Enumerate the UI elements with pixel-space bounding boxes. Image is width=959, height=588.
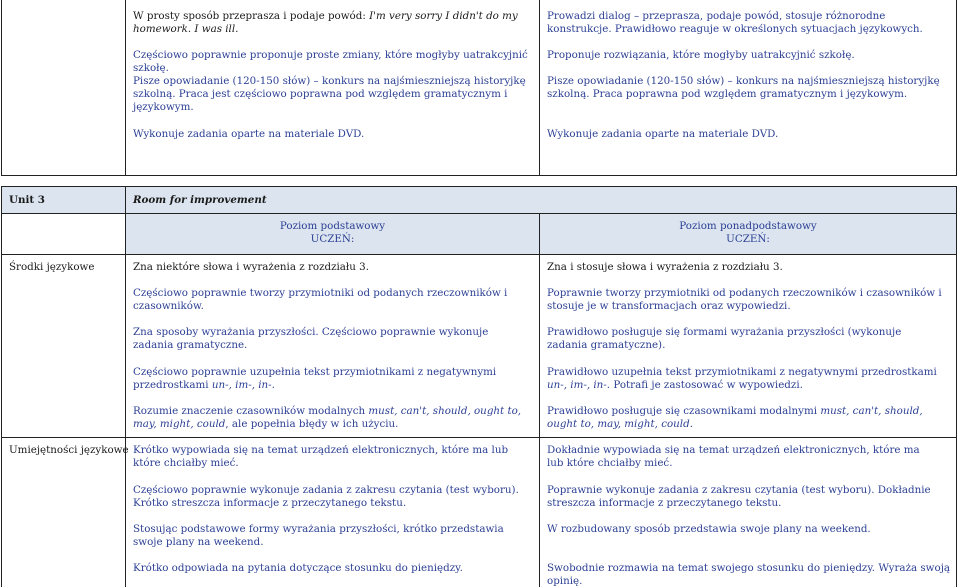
top-border-left [1,0,2,175]
level-basic-header [126,220,539,246]
umiejetnosci-advanced-2: Poprawnie wykonuje zadania z zakresu czytania (test wyboru). Dokładnie streszcza informacje z przeczytanego tekstu. [547,484,931,509]
level-advanced-header [540,220,956,246]
level-advanced-title: Poziom ponadpodstawowy [679,220,817,232]
top-border-col1 [125,0,126,175]
unit-label: Unit 3 [9,194,45,206]
umiejetnosci-basic-2: Częściowo poprawnie wykonuje zadania z zakresu czytania (test wyboru). Krótko streszcza informacje z przeczytanego tekstu. [133,484,519,509]
srodki-advanced-3: Prawidłowo posługuje się formami wyrażania przyszłości (wykonuje zadania gramatyczne). [547,326,902,351]
unit-title: Room for improvement [133,194,267,206]
top-right-cell-2: Proponuje rozwiązania, które mogłyby uatrakcyjnić szkołę. [547,49,855,61]
umiejetnosci-basic-4: Krótko odpowiada na pytania dotyczące stosunku do pieniędzy. [133,562,463,574]
level-basic-sub: UCZEŃ: [310,233,355,245]
level-advanced-sub: UCZEŃ: [726,233,770,245]
bottom-border-top [1,186,957,187]
umiejetnosci-basic-3: Stosując podstawowe formy wyrażania przyszłości, krótko przedstawia swoje plany na weekend. [133,523,504,548]
top-left-cell-2: Częściowo poprawnie proponuje proste zmiany, które mogłyby uatrakcyjnić szkołę. [133,49,528,74]
section-divider [1,437,957,438]
srodki-advanced-1: Zna i stosuje słowa i wyrażenia z rozdziału 3. [547,261,783,273]
top-right-cell-1: Prowadzi dialog – przeprasza, podaje powód, stosuje różnorodne konstrukcje. Prawidłowo reaguje w określonych sytuacjach językowych. [547,10,923,35]
top-left-cell-4: Wykonuje zadania oparte na materiale DVD. [133,128,365,140]
top-right-cell-4: Wykonuje zadania oparte na materiale DVD. [547,128,779,140]
unit-row-divider [1,213,957,214]
srodki-advanced-5: Prawidłowo posługuje się czasownikami modalnymi must, can't, should, ought to, may, might, could. [547,405,923,430]
section-label-srodki: Środki językowe [9,261,95,273]
umiejetnosci-advanced-1: Dokładnie wypowiada się na temat urządzeń elektronicznych, które ma lub które chciałby mieć. [547,444,920,469]
top-left-cell-3: Pisze opowiadanie (120-150 słów) – konkurs na najśmieszniejszą historyjkę szkolną. Praca jest częściowo poprawna pod względem gramatycznym i językowym. [133,75,526,113]
top-border-col2 [539,0,540,175]
section-label-umiejetnosci: Umiejętności językowe [9,444,129,456]
level-header-divider [1,254,957,255]
umiejetnosci-advanced-3: W rozbudowany sposób przedstawia swoje plany na weekend. [547,523,871,535]
top-border-right [956,0,957,175]
srodki-advanced-4: Prawidłowo uzupełnia tekst przymiotnikami z negatywnymi przedrostkami un-, im-, in-. Potrafi je zastosować w wypowiedzi. [547,366,937,391]
umiejetnosci-basic-1: Krótko wypowiada się na temat urządzeń elektronicznych, które ma lub które chciałby mieć. [133,444,509,469]
srodki-basic-5: Rozumie znaczenie czasowników modalnych must, can't, should, ought to, may, might, could, ale popełnia błędy w ich użyciu. [133,405,522,430]
top-border-bottom [1,175,957,176]
top-left-cell-1: W prosty sposób przeprasza i podaje powód: I'm very sorry I didn't do my homework. I was ill. [133,10,518,35]
bottom-border-right [956,186,957,587]
bottom-border-col2 [539,213,540,587]
srodki-basic-1: Zna niektóre słowa i wyrażenia z rozdziału 3. [133,261,370,273]
srodki-basic-3: Zna sposoby wyrażania przyszłości. Częściowo poprawnie wykonuje zadania gramatyczne. [133,326,489,351]
level-basic-title: Poziom podstawowy [279,220,386,232]
bottom-border-left [1,186,2,587]
srodki-basic-2: Częściowo poprawnie tworzy przymiotniki od podanych rzeczowników i czasowników. [133,287,508,312]
bottom-border-col1 [125,186,126,587]
umiejetnosci-advanced-4: Swobodnie rozmawia na temat swojego stosunku do pieniędzy. Wyraża swoją opinię. [547,562,951,587]
top-right-cell-3: Pisze opowiadanie (120-150 słów) – konkurs na najśmieszniejszą historyjkę szkolną. Praca poprawna pod względem gramatycznym i językowym. [547,75,940,100]
srodki-advanced-2: Poprawnie tworzy przymiotniki od podanych rzeczowników i czasowników i stosuje je w transformacjach oraz wypowiedzi. [547,287,942,312]
srodki-basic-4: Częściowo poprawnie uzupełnia tekst przymiotnikami z negatywnymi przedrostkami un-, im-, in-. [133,366,497,391]
